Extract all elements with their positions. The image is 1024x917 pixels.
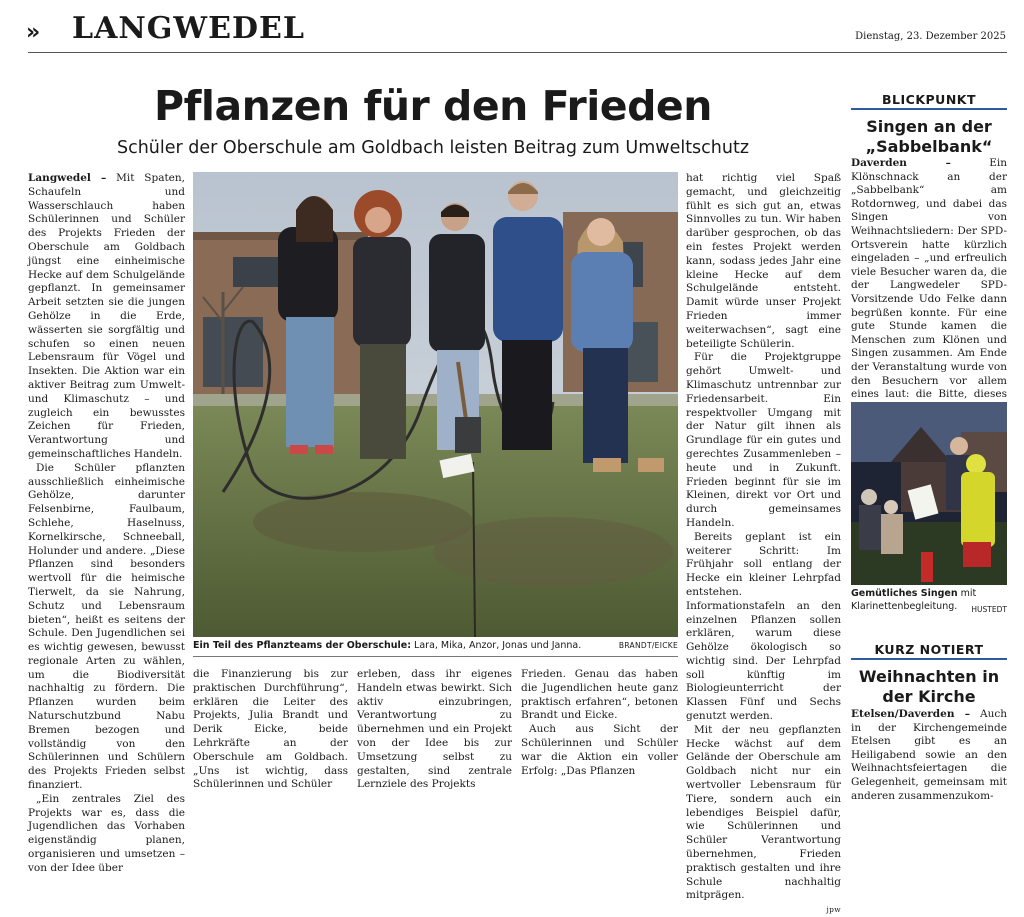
article-column-3 (357, 668, 512, 792)
article-column-1 (28, 172, 185, 876)
kurz-notiert-title: Weihnachten in der Kirche (858, 667, 1000, 706)
paragraph: Ein Klönschnack an der „Sabbelbank“ am Rotdornweg, und dabei das Singen von Weihnachtsliedern: Der SPD-Ortsverein hatte kürzlich eingeladen – „und erfreulich viele Besucher waren da, die der Langwedeler SPD-Vorsitzende Udo Felke dann begrüßen konnte. Für eine gute Stunde kamen die Menschen zum Klönen und Singen zusammen. Am Ende der Veranstaltung wurde von den Besuchern vor allem eines laut: die Bitte, dieses (851, 157, 1007, 401)
photo-credit: HUSTEDT (971, 604, 1007, 614)
dateline: Daverden – (851, 157, 951, 169)
issue-date: Dienstag, 23. Dezember 2025 (855, 31, 1006, 42)
photo-credit: BRANDT/EICKE (618, 641, 678, 650)
photo-caption (193, 640, 678, 652)
blickpunkt-text (851, 157, 1007, 429)
blickpunkt-title: Singen an der „Sabbelbank“ (865, 117, 993, 156)
header-rule (28, 52, 1007, 53)
article-column-4 (521, 668, 678, 778)
paragraph: Frieden. Genau das haben die Jugendlichen heute ganz praktisch erfahren“, betonen Brandt und Eicke. (521, 668, 678, 722)
dateline: Etelsen/Daverden – (851, 708, 971, 720)
paragraph: erleben, dass ihr eigenes Handeln etwas bewirkt. Sich aktiv einzubringen, Verantwortung zu übernehmen und ein Projekt von der Idee bis zur Umsetzung selbst zu gestalten, sind zentrale Lernziele des Projekts (357, 668, 512, 791)
section-title: LANGWEDEL (72, 11, 305, 46)
caption-text: Lara, Mika, Anzor, Jonas und Janna. (411, 640, 582, 651)
paragraph: Die Schüler pflanzten ausschließlich einheimische Gehölze, darunter Felsenbirne, Faulbaum, Schlehe, Haselnuss, Kornelkirsche, Schneeball, Holunder und andere. „Diese Pflanzen sind besonders wertvoll für die heimische Tierwelt, da sie Nahrung, Schutz und Lebensraum bieten“, heißt es seitens der Schule. Den Jugendlichen sei es wichtig gewesen, bewusst regionale Arten zu wählen, um die Biodiversität nachhaltig zu fördern. Die Pflanzen wurden beim Naturschutzbund Nabu Bremen bezogen und vollständig von den Schülerinnen und Schülern des Projekts Frieden selbst finanziert. (28, 461, 185, 792)
caption-text: mit Klarinettenbegleitung. (851, 588, 977, 612)
blickpunkt-rule (851, 108, 1007, 110)
dateline: Langwedel – (28, 172, 107, 184)
paragraph: Für die Projektgruppe gehört Umwelt- und Klimaschutz untrennbar zur Friedensarbeit. Ein respektvoller Umgang mit der Natur gilt ihnen als Grundlage für ein gutes und gerechtes Zusammenleben – heute und in Zukunft. Frieden beginnt für sie im Kleinen, direkt vor Ort und durch gemeinsames Handeln. (686, 351, 841, 529)
sidebar-photo-caption (851, 588, 1007, 616)
kurz-notiert-text (851, 708, 1007, 803)
article-column-5 (686, 172, 841, 917)
paragraph: Bereits geplant ist ein weiterer Schritt: Im Frühjahr soll entlang der Hecke ein kleiner Lehrpfad entstehen. Informationstafeln an den einzelnen Pflanzen sollen erklären, warum diese Gehölze ökologisch so wichtig sind. Der Lehrpfad soll künftig im Biologieunterricht der Klassen Fünf und Sechs genutzt werden. (686, 530, 841, 723)
paragraph: hat richtig viel Spaß gemacht, und gleichzeitig fühlt es sich gut an, etwas Sinnvolles zu tun. Wir haben darüber gesprochen, ob das ein festes Projekt werden kann, sodass jedes Jahr eine kleine Hecke auf dem Schulgelände entsteht. Damit würde unser Projekt Frieden immer weiterwachsen“, sagt eine beteiligte Schülerin. (686, 172, 841, 350)
article-photo (193, 172, 678, 637)
sidebar-photo (851, 402, 1007, 585)
caption-lead: Gemütliches Singen (851, 588, 958, 599)
section-chevron-icon: » (26, 20, 41, 45)
caption-lead: Ein Teil des Pflanzteams der Oberschule: (193, 640, 412, 651)
paragraph: Auch in der Kirchengemeinde Etelsen gibt es an Heiligabend sowie an den Weihnachtsfeiertagen die Gelegenheit, gemeinsam mit anderen zusammenzukom- (851, 708, 1008, 802)
paragraph: Auch aus Sicht der Schülerinnen und Schüler war die Aktion ein voller Erfolg: „Das Pflanzen (521, 723, 678, 777)
kurz-notiert-label: KURZ NOTIERT (874, 642, 984, 657)
paragraph: Mit Spaten, Schaufeln und Wasserschlauch haben Schülerinnen und Schüler des Projekts Frieden der Oberschule am Goldbach jüngst eine einheimische Hecke auf dem Schulgelände gepflanzt. In gemeinsamer Arbeit setzten sie die jungen Gehölze in die Erde, wässerten sie sorgfältig und schufen so einen neuen Lebensraum für Vögel und Insekten. Die Aktion war ein aktiver Beitrag zum Umwelt- und Klimaschutz – und zugleich ein bewusstes Zeichen für Frieden, Verantwortung und gemeinschaftliches Handeln. (28, 172, 185, 460)
caption-rule (193, 656, 678, 657)
article-headline: Pflanzen für den Frieden (154, 82, 712, 130)
blickpunkt-label: BLICKPUNKT (882, 92, 976, 107)
article-subheadline: Schüler der Oberschule am Goldbach leisten Beitrag zum Umweltschutz (116, 138, 750, 158)
paragraph: Mit der neu gepflanzten Hecke wächst auf dem Gelände der Oberschule am Goldbach nicht nur ein wertvoller Lebensraum für Tiere, sondern auch ein lebendiges Beispiel dafür, wie Schülerinnen und Schüler Verantwortung übernehmen, Frieden praktisch gestalten und ihre Schule nachhaltig mitprägen. (686, 723, 841, 902)
kurz-notiert-rule (851, 658, 1007, 660)
paragraph: „Ein zentrales Ziel des Projekts war es, dass die Jugendlichen das Vorhaben eigenständig planen, organisieren und umsetzen – von der Idee über (28, 792, 185, 874)
author-sign: jpw (826, 905, 841, 915)
article-column-2 (193, 668, 348, 792)
paragraph: die Finanzierung bis zur praktischen Durchführung“, erklären die Leiter des Projekts, Julia Brandt und Derik Eicke, beide Lehrkräfte an der Oberschule am Goldbach. „Uns ist wichtig, dass Schülerinnen und Schüler (193, 668, 348, 791)
